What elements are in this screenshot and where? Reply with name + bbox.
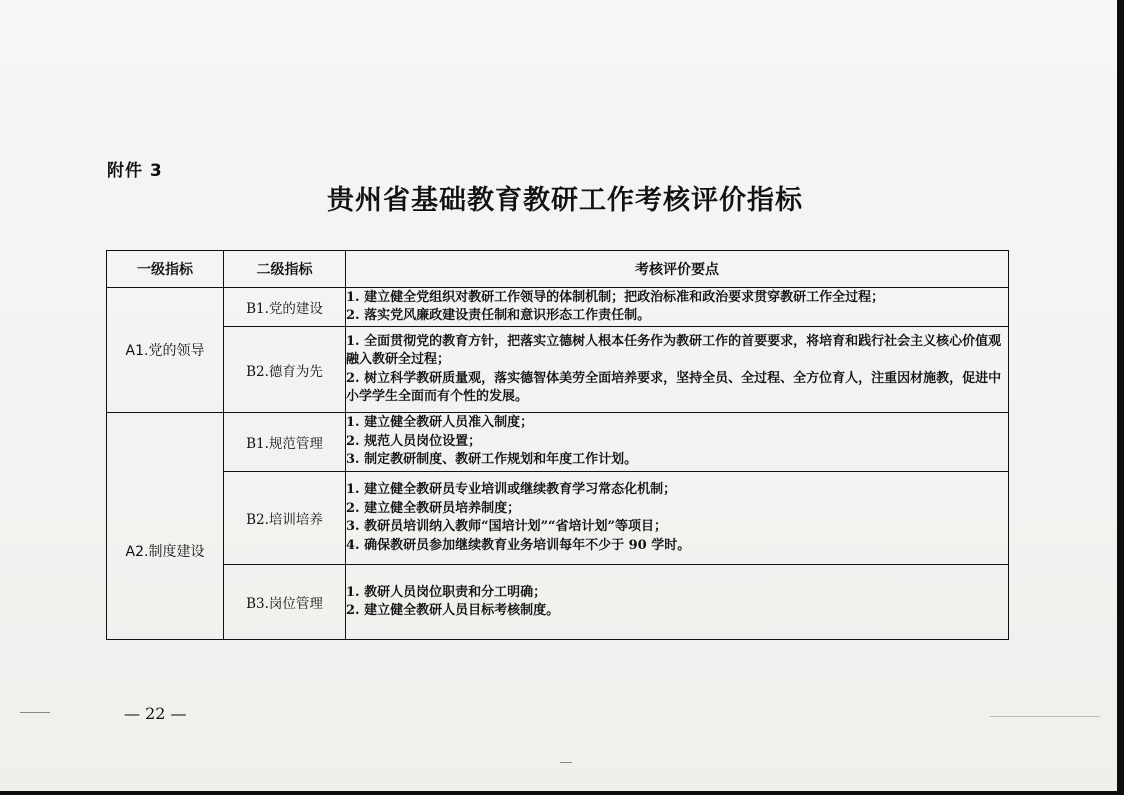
point-item: 1. 建立健全教研人员准入制度；: [346, 415, 534, 431]
points-cell: [346, 413, 1009, 472]
column-header-level2: 二级指标: [224, 251, 346, 288]
points-cell: [346, 288, 1009, 327]
scan-speck: [990, 716, 1100, 717]
scan-edge-right: [1117, 0, 1124, 795]
table-row: [107, 472, 1009, 565]
point-item: 2. 建立健全教研员培养制度；: [346, 500, 521, 516]
table-row: [107, 565, 1009, 640]
level2-cell: B2.德育为先: [224, 327, 346, 413]
point-item: 2. 规范人员岗位设置；: [346, 433, 482, 449]
point-item: 4. 确保教研员参加继续教育业务培训每年不少于 90 学时。: [346, 537, 691, 553]
points-cell: [346, 565, 1009, 640]
table-row: [107, 327, 1009, 413]
point-item: 1. 教研人员岗位职责和分工明确；: [346, 584, 547, 600]
point-item: 2. 树立科学教研质量观，落实德智体美劳全面培养要求，坚持全员、全过程、全方位育人，注重因材施教，促进中小学学生全面而有个性的发展。: [346, 370, 1002, 404]
level2-cell: B2.培训培养: [224, 472, 346, 565]
table-row: [107, 288, 1009, 327]
document-title: 贵州省基础教育教研工作考核评价指标: [327, 185, 803, 216]
evaluation-criteria-table: [106, 250, 1009, 640]
point-item: 3. 制定教研制度、教研工作规划和年度工作计划。: [346, 452, 638, 468]
page-number: — 22 —: [124, 704, 187, 723]
scan-edge-bottom: [0, 791, 1124, 795]
point-item: 1. 建立健全党组织对教研工作领导的体制机制；把政治标准和政治要求贯穿教研工作全过程；: [346, 289, 885, 305]
point-item: 1. 建立健全教研员专业培训或继续教育学习常态化机制；: [346, 482, 677, 497]
column-header-level1: 一级指标: [107, 251, 224, 288]
level2-cell: B1.规范管理: [224, 413, 346, 472]
points-cell: [346, 472, 1009, 565]
point-item: 2. 建立健全教研人员目标考核制度。: [346, 603, 560, 618]
point-item: 2. 落实党风廉政建设责任制和意识形态工作责任制。: [346, 308, 651, 323]
level1-cell: A2.制度建设: [107, 413, 224, 640]
level2-cell: B3.岗位管理: [224, 565, 346, 640]
table-row: [107, 413, 1009, 472]
point-item: 3. 教研员培训纳入教师“国培计划”“省培计划”等项目；: [346, 519, 668, 534]
column-header-points: 考核评价要点: [346, 251, 1009, 288]
points-cell: [346, 327, 1009, 413]
attachment-label: 附件 3: [107, 161, 163, 181]
scan-speck: [20, 712, 50, 713]
level1-cell: A1.党的领导: [107, 288, 224, 413]
level2-cell: B1.党的建设: [224, 288, 346, 327]
table-header-row: [107, 251, 1009, 288]
scan-speck: [560, 762, 572, 763]
point-item: 1. 全面贯彻党的教育方针，把落实立德树人根本任务作为教研工作的首要要求，将培育和践行社会主义核心价值观融入教研全过程；: [346, 333, 1002, 367]
